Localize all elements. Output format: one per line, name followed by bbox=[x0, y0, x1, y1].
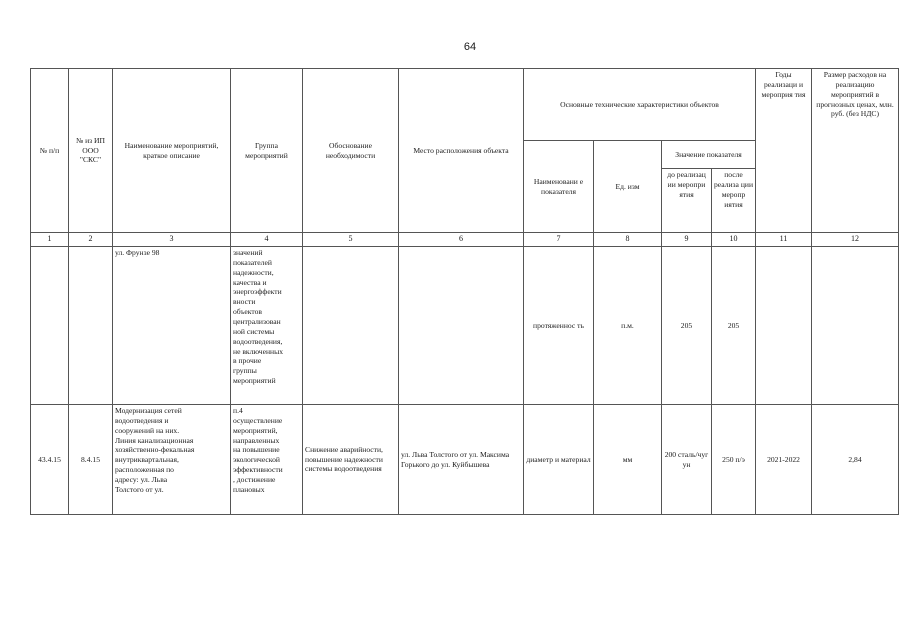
column-number: 6 bbox=[399, 233, 524, 247]
header-unit: Ед. изм bbox=[594, 141, 662, 233]
header-tech-characteristics: Основные технические характеристики объектов bbox=[524, 69, 756, 141]
after-value-cell: 250 п/э bbox=[712, 405, 756, 515]
measure-name-cell: Модернизация сетей водоотведения и сооружений на них. Линия канализационная хозяйственно-фекальная внутриквартальная, расположенная по адресу: ул. Льва Толстого от ул. bbox=[113, 405, 231, 515]
column-number: 3 bbox=[113, 233, 231, 247]
header-before: до реализац ии меропри ятия bbox=[662, 169, 712, 233]
column-number: 11 bbox=[756, 233, 812, 247]
table-row bbox=[31, 405, 899, 515]
column-number: 1 bbox=[31, 233, 69, 247]
header-cost: Размер расходов на реализацию мероприятий в прогнозных ценах, млн. руб. (без НДС) bbox=[812, 69, 899, 233]
indicator-name-cell: диаметр и материал bbox=[524, 405, 594, 515]
header-indicator-value: Значение показателя bbox=[662, 141, 756, 169]
column-number: 8 bbox=[594, 233, 662, 247]
ip-number-cell bbox=[69, 247, 113, 405]
header-years: Годы реализаци и мероприя тия bbox=[756, 69, 812, 233]
years-cell bbox=[756, 247, 812, 405]
column-number: 7 bbox=[524, 233, 594, 247]
header-after: после реализа ции меропр иятия bbox=[712, 169, 756, 233]
before-value-cell: 200 сталь/чуг ун bbox=[662, 405, 712, 515]
header-indicator-name: Наименовани е показателя bbox=[524, 141, 594, 233]
cost-cell bbox=[812, 247, 899, 405]
column-number: 2 bbox=[69, 233, 113, 247]
unit-cell: п.м. bbox=[594, 247, 662, 405]
header-ip-number: № из ИП ООО "СКС" bbox=[69, 69, 113, 233]
header-justification: Обоснование необходимости bbox=[303, 69, 399, 233]
header-measure-name: Наименование мероприятий, краткое описание bbox=[113, 69, 231, 233]
header-location: Место расположения объекта bbox=[399, 69, 524, 233]
cost-cell: 2,84 bbox=[812, 405, 899, 515]
row-number-cell: 43.4.15 bbox=[31, 405, 69, 515]
measures-table bbox=[30, 68, 899, 515]
column-number-row bbox=[31, 233, 899, 247]
after-value-cell: 205 bbox=[712, 247, 756, 405]
location-cell: ул. Льва Толстого от ул. Максима Горького до ул. Куйбышева bbox=[399, 405, 524, 515]
unit-cell: мм bbox=[594, 405, 662, 515]
row-number-cell bbox=[31, 247, 69, 405]
column-number: 12 bbox=[812, 233, 899, 247]
page-number: 64 bbox=[463, 41, 477, 53]
years-cell: 2021-2022 bbox=[756, 405, 812, 515]
column-number: 5 bbox=[303, 233, 399, 247]
column-number: 10 bbox=[712, 233, 756, 247]
measure-group-cell: п.4 осуществление мероприятий, направленных на повышение экологической эффективности , достижение плановых bbox=[231, 405, 303, 515]
indicator-name-cell: протяженнос ть bbox=[524, 247, 594, 405]
header-row-number: № п/п bbox=[31, 69, 69, 233]
ip-number-cell: 8.4.15 bbox=[69, 405, 113, 515]
location-cell bbox=[399, 247, 524, 405]
justification-cell bbox=[303, 247, 399, 405]
measure-name-cell: ул. Фрунзе 98 bbox=[113, 247, 231, 405]
justification-cell: Снижение аварийности, повышение надежности системы водоотведения bbox=[303, 405, 399, 515]
column-number: 9 bbox=[662, 233, 712, 247]
header-measure-group: Группа мероприятий bbox=[231, 69, 303, 233]
before-value-cell: 205 bbox=[662, 247, 712, 405]
measure-group-cell: значений показателей надежности, качества и энергоэффекти вности объектов централизован ной системы водоотведения, не включенных в прочие группы мероприятий bbox=[231, 247, 303, 405]
table-row bbox=[31, 247, 899, 405]
column-number: 4 bbox=[231, 233, 303, 247]
